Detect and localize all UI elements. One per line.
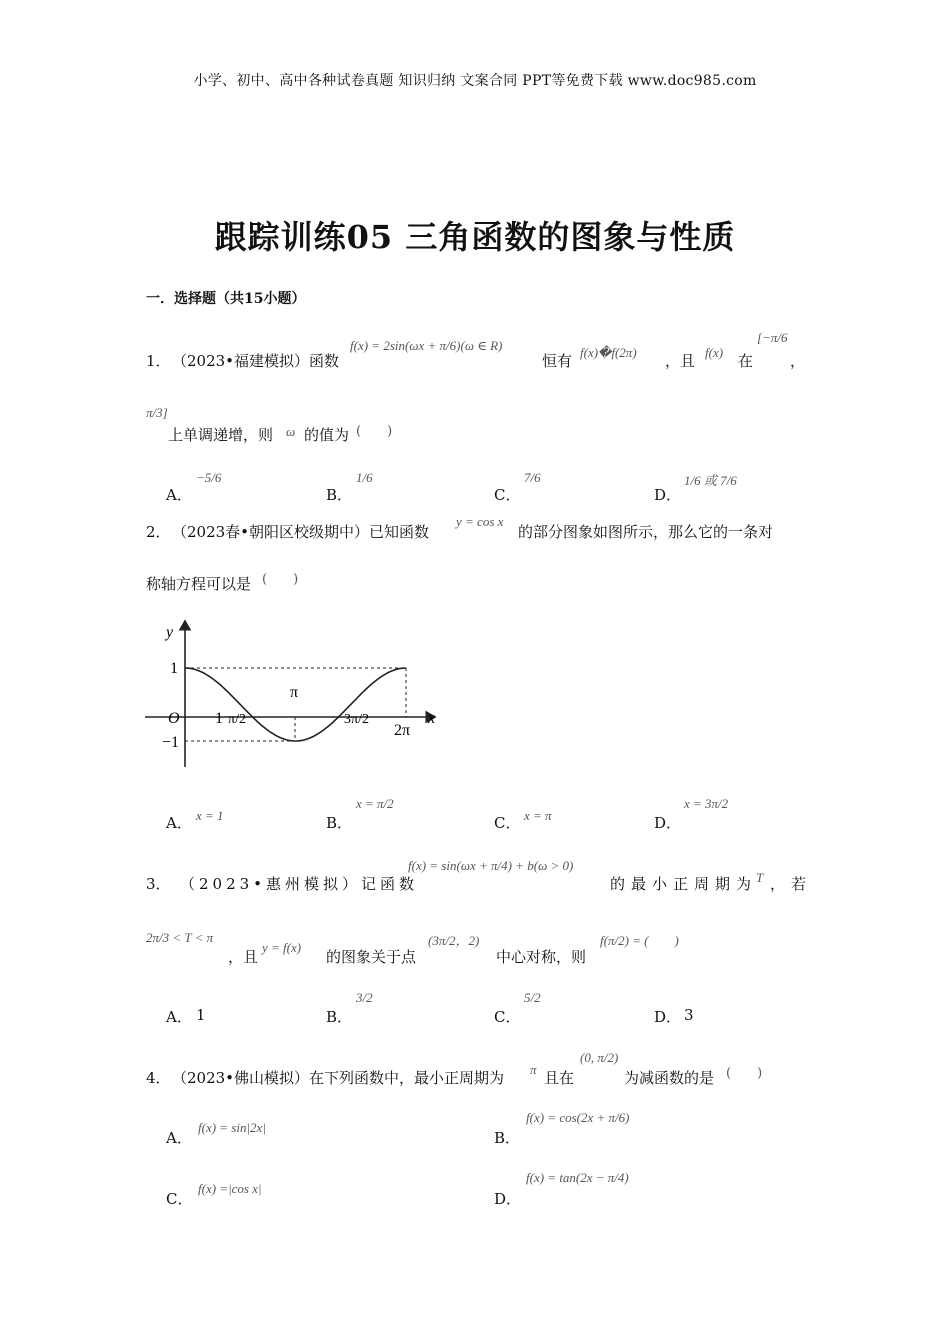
q3-option-c: 5/2 — [524, 990, 541, 1005]
q3-number: 3． — [146, 875, 171, 893]
q1-interval-end: π/3] — [146, 405, 168, 420]
q2-option-c-label: C． — [494, 814, 521, 832]
q3-ask: f(π/2) = ( ) — [600, 933, 679, 948]
q4-option-a-label: A． — [166, 1129, 192, 1147]
page-title: 跟踪训练05 三角函数的图象与性质 — [214, 218, 736, 256]
q1-omega: ω — [286, 424, 296, 439]
q3-range: 2π/3 < T < π — [146, 930, 214, 945]
y-axis-label: y — [166, 624, 174, 641]
q4-text-2: 为减函数的是 — [624, 1069, 715, 1087]
q2-option-c: x = π — [524, 808, 552, 823]
q2-option-d-label: D． — [654, 814, 682, 832]
cosine-graph — [140, 615, 450, 775]
q3-option-b-label: B． — [326, 1008, 353, 1026]
q4-interval: (0, π/2) — [580, 1050, 619, 1065]
q4-option-c-label: C． — [166, 1190, 193, 1208]
page-header: 小学、初中、高中各种试卷真题 知识归纳 文案合同 PPT等免费下载 www.doc985.com — [193, 73, 757, 89]
q4-option-d-label: D． — [494, 1190, 522, 1208]
q4-blank: ( ) — [726, 1066, 763, 1081]
q2-option-a: x = 1 — [196, 808, 224, 823]
x-tick-pi-half: π/2 — [228, 712, 246, 727]
q2-blank: ( ) — [262, 572, 299, 587]
q1-function-expr: f(x) = 2sin(ωx + π/6)(ω ∈ R) — [350, 338, 503, 353]
q4-option-c: f(x) =|cos x| — [198, 1181, 262, 1196]
y-tick-1: 1 — [170, 660, 178, 677]
q1-number: 1． — [146, 352, 171, 370]
q2-function-expr: y = cos x — [456, 514, 504, 529]
q1-option-b-label: B． — [326, 486, 353, 504]
x-tick-3pi-half: 3π/2 — [344, 712, 369, 727]
y-tick-neg-1: −1 — [162, 734, 180, 751]
q3-option-a-label: A． — [166, 1008, 192, 1026]
x-tick-2pi: 2π — [394, 722, 411, 739]
q4-option-a: f(x) = sin|2x| — [198, 1120, 266, 1135]
q3-text-2: ，若 — [770, 875, 813, 893]
q4-text-1: 且在 — [544, 1069, 575, 1087]
q4-pi: π — [530, 1062, 537, 1077]
q3-option-c-label: C． — [494, 1008, 521, 1026]
q3-source: （2023•惠州模拟）记函数 — [180, 875, 419, 893]
q3-option-b: 3/2 — [356, 990, 373, 1005]
q2-option-a-label: A． — [166, 814, 192, 832]
q3-option-d-label: D． — [654, 1008, 682, 1026]
q2-source: （2023春•朝阳区校级期中）已知函数 — [172, 523, 430, 541]
q3-text-5: 中心对称，则 — [496, 948, 587, 966]
q1-text-5: 的值为 — [304, 426, 350, 444]
q2-option-d: x = 3π/2 — [684, 796, 729, 811]
section-heading: 一．选择题（共15小题） — [146, 291, 306, 307]
origin-label: O — [168, 710, 180, 727]
q4-number: 4． — [146, 1069, 171, 1087]
q3-yfx: y = f(x) — [262, 940, 302, 955]
q1-option-a-label: A． — [166, 486, 192, 504]
q2-option-b: x = π/2 — [356, 796, 394, 811]
q1-text-2: ，且 — [665, 352, 696, 370]
q1-source: （2023•福建模拟）函数 — [172, 352, 340, 370]
q1-option-c: 7/6 — [524, 470, 541, 485]
q4-option-b: f(x) = cos(2x + π/6) — [526, 1110, 630, 1125]
q3-period-T: T — [756, 870, 764, 885]
q2-text-1: 的部分图象如图所示，那么它的一条对 — [518, 523, 774, 541]
q1-text-4: 上单调递增，则 — [168, 426, 274, 444]
q4-option-d: f(x) = tan(2x − π/4) — [526, 1170, 629, 1185]
q1-option-d: 1/6 或 7/6 — [684, 473, 737, 488]
q1-option-d-label: D． — [654, 486, 682, 504]
q3-option-d: 3 — [684, 1006, 694, 1024]
q1-condition: f(x)�f(2π) — [580, 345, 637, 360]
x-tick-pi: π — [290, 684, 299, 701]
q1-option-b: 1/6 — [356, 470, 373, 485]
q1-fx: f(x) — [705, 345, 724, 360]
q3-text-4: 的图象关于点 — [326, 948, 417, 966]
q2-number: 2． — [146, 523, 171, 541]
q1-option-a: −5/6 — [196, 470, 222, 485]
q4-option-b-label: B． — [494, 1129, 521, 1147]
q2-option-b-label: B． — [326, 814, 353, 832]
q1-text-1: 恒有 — [542, 352, 573, 370]
q3-option-a: 1 — [196, 1006, 206, 1024]
q3-text-3: ，且 — [228, 948, 259, 966]
q1-comma: ， — [790, 352, 806, 370]
q4-source: （2023•佛山模拟）在下列函数中，最小正周期为 — [172, 1069, 505, 1087]
q1-interval-start: [−π/6 — [757, 330, 788, 345]
q1-option-c-label: C． — [494, 486, 521, 504]
q3-text-1: 的最小正周期为 — [610, 875, 758, 893]
q1-blank: ( ) — [356, 424, 393, 439]
q3-point: (3π/2，2) — [428, 933, 480, 948]
q1-text-3: 在 — [738, 352, 754, 370]
q3-function-expr: f(x) = sin(ωx + π/4) + b(ω > 0) — [408, 858, 574, 873]
q2-text-2: 称轴方程可以是 — [146, 575, 252, 593]
x-axis-label: x — [428, 710, 436, 727]
x-tick-1: 1 — [215, 710, 223, 727]
